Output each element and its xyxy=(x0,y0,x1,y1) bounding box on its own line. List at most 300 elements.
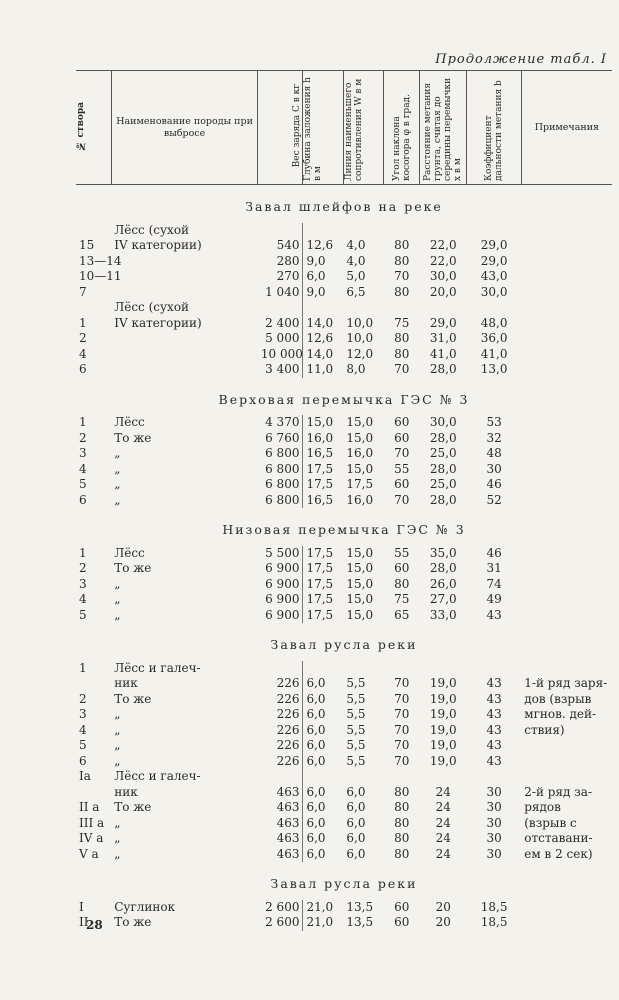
cell-dist: 20 xyxy=(435,899,451,914)
cell-line: 5,5 xyxy=(346,722,366,737)
cell-name: „ xyxy=(114,846,121,861)
cell-dist: 28,0 xyxy=(429,561,457,575)
cell-depth: 11,0 xyxy=(306,362,334,376)
cell-angle: 80 xyxy=(394,846,410,861)
cell-angle: 80 xyxy=(394,576,410,591)
header-angle: Угол наклона косогора φ в град. xyxy=(384,71,420,185)
cell-num: IV а xyxy=(79,831,104,845)
table-row xyxy=(76,254,612,270)
cell-line: 15,0 xyxy=(346,592,374,606)
table-row xyxy=(76,831,612,847)
table-row xyxy=(76,847,612,863)
cell-line: 8,0 xyxy=(346,362,366,376)
cell-coef: 36,0 xyxy=(480,331,508,345)
cell-line xyxy=(343,223,383,239)
cell-line: 5,0 xyxy=(346,269,366,283)
cell-line: 6,0 xyxy=(346,831,366,845)
cell-coef: 46 xyxy=(486,477,502,491)
cell-depth: 6,0 xyxy=(306,722,326,737)
section-title-row xyxy=(76,378,612,416)
cell-num: 4 xyxy=(79,592,87,606)
cell-name xyxy=(111,254,258,270)
table-row xyxy=(76,676,612,692)
cell-angle: 80 xyxy=(394,331,410,345)
cell-coef: 30 xyxy=(486,461,502,476)
cell-depth: 9,0 xyxy=(306,253,326,268)
cell-notes xyxy=(521,254,612,270)
cell-notes: ем в 2 сек) xyxy=(524,846,593,861)
table-row xyxy=(76,546,612,562)
cell-coef: 30 xyxy=(486,815,502,830)
cell-dist: 22,0 xyxy=(429,253,457,268)
cell-depth: 17,5 xyxy=(306,545,334,560)
header-num: № створа xyxy=(76,71,111,185)
cell-dist: 27,0 xyxy=(429,592,457,606)
cell-name: ник xyxy=(114,676,138,690)
cell-notes: отставани- xyxy=(524,831,593,845)
table-row xyxy=(76,223,612,239)
table-row xyxy=(76,362,612,378)
cell-name: Лёсс (сухой xyxy=(114,222,190,237)
cell-name: Суглинок xyxy=(114,899,176,914)
cell-line: 6,0 xyxy=(346,800,366,814)
cell-line: 5,5 xyxy=(346,707,366,721)
section-title-row xyxy=(76,862,612,900)
cell-coef: 43 xyxy=(486,607,502,622)
section-title-row xyxy=(76,185,612,223)
cell-mass: 6 800 xyxy=(258,477,303,493)
cell-num: 4 xyxy=(79,346,87,361)
cell-num: 6 xyxy=(79,362,87,376)
cell-angle xyxy=(384,223,420,239)
cell-name: Лёсс и галеч- xyxy=(114,769,201,783)
cell-depth: 14,0 xyxy=(306,346,334,361)
cell-line: 6,0 xyxy=(346,784,366,799)
cell-depth: 17,5 xyxy=(306,561,334,575)
cell-depth: 17,5 xyxy=(306,461,334,476)
cell-dist: 22,0 xyxy=(429,238,457,252)
cell-line: 6,0 xyxy=(346,846,366,861)
cell-coef: 74 xyxy=(486,576,502,591)
cell-name: „ xyxy=(114,446,121,460)
cell-angle xyxy=(384,661,420,677)
cell-mass: 3 400 xyxy=(258,362,303,378)
cell-dist: 28,0 xyxy=(429,461,457,476)
cell-angle: 80 xyxy=(394,800,410,814)
cell-line: 6,5 xyxy=(346,284,366,299)
cell-coef: 43 xyxy=(486,753,502,768)
cell-name: Лёсс xyxy=(114,545,145,560)
table-row xyxy=(76,800,612,816)
cell-angle: 60 xyxy=(394,561,410,575)
cell-mass: 540 xyxy=(258,238,303,254)
cell-notes xyxy=(521,269,612,285)
cell-num xyxy=(76,785,111,801)
cell-dist xyxy=(420,661,467,677)
cell-angle: 80 xyxy=(394,238,410,252)
cell-line: 10,0 xyxy=(346,331,374,345)
cell-depth: 16,5 xyxy=(306,446,334,460)
cell-name xyxy=(111,269,258,285)
cell-dist: 24 xyxy=(435,800,451,814)
cell-num: 3 xyxy=(79,446,87,460)
cell-depth: 17,5 xyxy=(306,576,334,591)
cell-notes xyxy=(521,362,612,378)
cell-line: 13,5 xyxy=(346,899,374,914)
cell-line: 17,5 xyxy=(346,477,374,491)
cell-coef: 43 xyxy=(486,676,502,690)
cell-angle: 80 xyxy=(394,831,410,845)
cell-name xyxy=(111,331,258,347)
cell-dist: 30,0 xyxy=(429,415,457,429)
cell-name: ник xyxy=(114,784,138,799)
cell-angle: 60 xyxy=(394,430,410,445)
cell-dist: 24 xyxy=(435,815,451,830)
cell-dist: 30,0 xyxy=(429,269,457,283)
cell-notes: мгнов. дей- xyxy=(524,707,597,721)
cell-notes xyxy=(521,431,612,447)
table-row xyxy=(76,608,612,624)
cell-notes xyxy=(521,347,612,363)
cell-notes xyxy=(521,493,612,509)
table-row xyxy=(76,707,612,723)
cell-mass xyxy=(258,661,303,677)
cell-line: 15,0 xyxy=(346,607,374,622)
cell-coef xyxy=(467,300,521,316)
cell-mass: 6 900 xyxy=(258,577,303,593)
cell-num: II xyxy=(79,915,89,929)
cell-dist: 19,0 xyxy=(429,676,457,690)
cell-num: Iа xyxy=(79,769,91,783)
cell-num: III а xyxy=(79,815,105,830)
cell-line: 16,0 xyxy=(346,446,374,460)
cell-mass: 4 370 xyxy=(258,415,303,431)
cell-angle: 80 xyxy=(394,784,410,799)
cell-line xyxy=(343,300,383,316)
cell-coef: 43 xyxy=(486,738,502,752)
cell-mass: 463 xyxy=(258,816,303,832)
cell-dist: 29,0 xyxy=(429,315,457,330)
cell-name: То же xyxy=(114,430,152,445)
cell-notes xyxy=(521,238,612,254)
cell-dist: 28,0 xyxy=(429,362,457,376)
cell-num: V а xyxy=(79,846,99,861)
cell-num xyxy=(76,223,111,239)
table-row xyxy=(76,415,612,431)
cell-mass: 226 xyxy=(258,738,303,754)
cell-angle: 70 xyxy=(394,707,410,721)
cell-dist: 20 xyxy=(435,915,451,929)
header-mass: Вес заряда С в кг xyxy=(258,71,303,185)
cell-mass: 10 000 xyxy=(258,347,303,363)
table-row xyxy=(76,592,612,608)
cell-dist: 24 xyxy=(435,784,451,799)
cell-num: 3 xyxy=(79,707,87,721)
cell-name: Лёсс и галеч- xyxy=(114,660,201,675)
cell-mass: 463 xyxy=(258,785,303,801)
cell-depth: 16,0 xyxy=(306,430,334,445)
cell-depth: 6,0 xyxy=(306,269,326,283)
cell-coef: 48 xyxy=(486,446,502,460)
cell-notes xyxy=(521,754,612,770)
cell-line: 10,0 xyxy=(346,315,374,330)
cell-angle: 70 xyxy=(394,676,410,690)
page-number: 28 xyxy=(86,918,103,932)
cell-depth: 17,5 xyxy=(306,592,334,606)
cell-dist: 19,0 xyxy=(429,722,457,737)
cell-name: „ xyxy=(114,461,121,476)
cell-mass: 5 000 xyxy=(258,331,303,347)
cell-mass: 6 760 xyxy=(258,431,303,447)
cell-mass: 2 600 xyxy=(258,915,303,931)
cell-depth: 6,0 xyxy=(306,691,326,706)
cell-depth: 14,0 xyxy=(306,315,334,330)
cell-coef: 31 xyxy=(486,561,502,575)
cell-name xyxy=(111,362,258,378)
section-title: Завал русла реки xyxy=(270,637,418,652)
cell-line: 5,5 xyxy=(346,738,366,752)
cell-depth xyxy=(303,223,343,239)
cell-angle: 60 xyxy=(394,899,410,914)
cell-name: То же xyxy=(114,800,152,814)
table-header-row xyxy=(76,71,612,185)
cell-depth: 12,6 xyxy=(306,238,334,252)
cell-notes: рядов xyxy=(524,800,561,814)
cell-num: 7 xyxy=(79,284,87,299)
table-row xyxy=(76,446,612,462)
cell-angle: 80 xyxy=(394,253,410,268)
cell-depth: 6,0 xyxy=(306,753,326,768)
cell-depth: 6,0 xyxy=(306,784,326,799)
cell-notes xyxy=(521,462,612,478)
cell-angle: 80 xyxy=(394,815,410,830)
cell-notes xyxy=(521,561,612,577)
cell-mass: 226 xyxy=(258,676,303,692)
cell-name: IV категории) xyxy=(114,315,202,330)
cell-num: 13—14 xyxy=(79,253,122,268)
table-row xyxy=(76,431,612,447)
cell-notes xyxy=(521,900,612,916)
cell-notes: 1-й ряд заря- xyxy=(524,676,608,690)
cell-dist xyxy=(420,300,467,316)
cell-dist: 19,0 xyxy=(429,738,457,752)
cell-angle: 70 xyxy=(394,269,410,283)
cell-name: То же xyxy=(114,561,152,575)
cell-angle: 70 xyxy=(394,446,410,460)
cell-mass: 6 800 xyxy=(258,462,303,478)
table-row xyxy=(76,316,612,332)
cell-dist: 33,0 xyxy=(429,607,457,622)
cell-depth: 6,0 xyxy=(306,707,326,721)
cell-name xyxy=(111,285,258,301)
cell-num: 4 xyxy=(79,461,87,476)
table-row xyxy=(76,769,612,785)
cell-angle: 70 xyxy=(394,738,410,752)
cell-coef: 53 xyxy=(486,415,502,429)
cell-name: „ xyxy=(114,815,121,830)
cell-coef: 29,0 xyxy=(480,253,508,268)
cell-notes xyxy=(521,415,612,431)
table-row xyxy=(76,300,612,316)
table-row xyxy=(76,462,612,478)
cell-dist: 35,0 xyxy=(429,545,457,560)
section-title-row xyxy=(76,623,612,661)
cell-angle: 70 xyxy=(394,492,410,507)
cell-notes xyxy=(521,316,612,332)
cell-angle: 55 xyxy=(394,545,410,560)
table-row xyxy=(76,723,612,739)
cell-angle: 60 xyxy=(394,415,410,429)
table-row xyxy=(76,900,612,916)
cell-coef: 13,0 xyxy=(480,362,508,376)
cell-num xyxy=(76,300,111,316)
cell-mass: 463 xyxy=(258,847,303,863)
cell-line: 6,0 xyxy=(346,815,366,830)
cell-notes xyxy=(521,577,612,593)
cell-mass: 280 xyxy=(258,254,303,270)
cell-angle xyxy=(384,300,420,316)
cell-num: 10—11 xyxy=(79,269,122,283)
cell-notes: ствия) xyxy=(524,722,565,737)
cell-coef: 18,5 xyxy=(480,899,508,914)
cell-name: „ xyxy=(114,576,121,591)
header-coefficient: Коэффициент дальности метания b xyxy=(467,71,521,185)
cell-mass: 6 900 xyxy=(258,561,303,577)
cell-coef: 49 xyxy=(486,592,502,606)
cell-mass xyxy=(258,300,303,316)
cell-mass: 5 500 xyxy=(258,546,303,562)
cell-coef xyxy=(467,661,521,677)
table-row xyxy=(76,738,612,754)
cell-notes: (взрыв с xyxy=(524,815,577,830)
cell-line xyxy=(343,661,383,677)
cell-angle: 70 xyxy=(394,753,410,768)
cell-line: 4,0 xyxy=(346,253,366,268)
table-row xyxy=(76,493,612,509)
table-row xyxy=(76,816,612,832)
table-row xyxy=(76,285,612,301)
cell-angle: 75 xyxy=(394,592,410,606)
cell-depth: 15,0 xyxy=(306,415,334,429)
cell-dist: 19,0 xyxy=(429,707,457,721)
cell-name: „ xyxy=(114,592,121,606)
table-row xyxy=(76,331,612,347)
cell-num: 6 xyxy=(79,753,87,768)
cell-coef: 30,0 xyxy=(480,284,508,299)
cell-depth xyxy=(303,300,343,316)
cell-notes xyxy=(521,915,612,931)
section-title: Завал русла реки xyxy=(270,876,418,891)
cell-line: 16,0 xyxy=(346,492,374,507)
cell-line: 5,5 xyxy=(346,753,366,768)
cell-notes xyxy=(521,300,612,316)
cell-coef: 52 xyxy=(486,492,502,507)
cell-notes xyxy=(521,477,612,493)
cell-line: 15,0 xyxy=(346,576,374,591)
cell-mass: 226 xyxy=(258,707,303,723)
cell-notes xyxy=(521,738,612,754)
table-row xyxy=(76,477,612,493)
cell-coef: 48,0 xyxy=(480,315,508,330)
cell-dist: 19,0 xyxy=(429,691,457,706)
cell-name: Лёсс (сухой xyxy=(114,300,190,314)
cell-mass xyxy=(258,223,303,239)
table-row xyxy=(76,238,612,254)
table-row xyxy=(76,347,612,363)
cell-depth: 6,0 xyxy=(306,738,326,752)
cell-dist: 28,0 xyxy=(429,492,457,507)
cell-coef xyxy=(467,769,521,785)
cell-depth: 21,0 xyxy=(306,915,334,929)
cell-coef: 43,0 xyxy=(480,269,508,283)
cell-angle xyxy=(384,769,420,785)
cell-depth: 6,0 xyxy=(306,846,326,861)
cell-notes xyxy=(521,223,612,239)
table-row xyxy=(76,754,612,770)
cell-num: 2 xyxy=(79,430,87,445)
cell-depth: 21,0 xyxy=(306,899,334,914)
cell-name: „ xyxy=(114,477,121,491)
cell-num: II а xyxy=(79,800,100,814)
table-row xyxy=(76,692,612,708)
blast-data-table xyxy=(76,70,612,931)
cell-line xyxy=(343,769,383,785)
cell-mass: 6 900 xyxy=(258,592,303,608)
cell-name: То же xyxy=(114,915,152,929)
cell-dist: 28,0 xyxy=(429,430,457,445)
cell-depth: 6,0 xyxy=(306,800,326,814)
cell-coef: 43 xyxy=(486,722,502,737)
cell-notes xyxy=(521,446,612,462)
cell-notes xyxy=(521,608,612,624)
cell-name xyxy=(111,347,258,363)
cell-notes: дов (взрыв xyxy=(524,691,592,706)
cell-dist: 19,0 xyxy=(429,753,457,768)
cell-angle: 80 xyxy=(394,346,410,361)
cell-line: 5,5 xyxy=(346,676,366,690)
cell-coef xyxy=(467,223,521,239)
cell-depth: 9,0 xyxy=(306,284,326,299)
cell-dist: 20,0 xyxy=(429,284,457,299)
cell-name: „ xyxy=(114,738,121,752)
cell-depth xyxy=(303,661,343,677)
table-row xyxy=(76,915,612,931)
cell-depth xyxy=(303,769,343,785)
header-line: Линия наименьшего сопротивления W в м xyxy=(343,71,383,185)
cell-dist xyxy=(420,223,467,239)
cell-dist: 31,0 xyxy=(429,331,457,345)
cell-num: 3 xyxy=(79,576,87,591)
cell-notes: 2-й ряд за- xyxy=(524,784,592,799)
cell-name: „ xyxy=(114,753,121,768)
cell-name: „ xyxy=(114,831,121,845)
cell-line: 15,0 xyxy=(346,461,374,476)
cell-line: 15,0 xyxy=(346,430,374,445)
cell-mass: 226 xyxy=(258,754,303,770)
header-depth: Глубина заложения h в м xyxy=(303,71,343,185)
cell-num: 2 xyxy=(79,691,87,706)
cell-num: 15 xyxy=(79,238,95,252)
cell-dist: 41,0 xyxy=(429,346,457,361)
cell-angle: 70 xyxy=(394,691,410,706)
cell-mass: 463 xyxy=(258,831,303,847)
cell-coef: 43 xyxy=(486,691,502,706)
cell-coef: 30 xyxy=(486,846,502,861)
cell-name: То же xyxy=(114,691,152,706)
cell-name: IV категории) xyxy=(114,238,202,252)
cell-angle: 60 xyxy=(394,915,410,929)
cell-mass xyxy=(258,769,303,785)
